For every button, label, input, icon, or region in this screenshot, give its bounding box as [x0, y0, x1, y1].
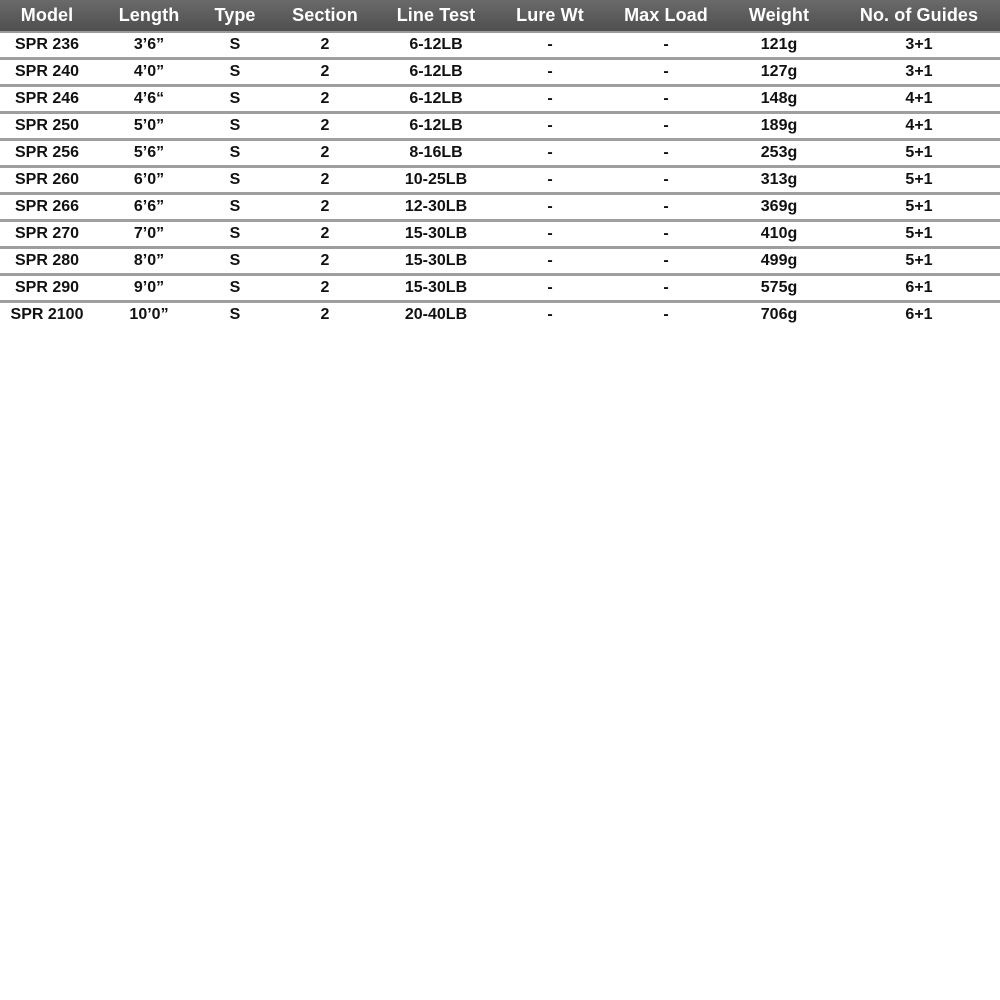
- table-header: [0, 0, 1000, 32]
- cell-type: S: [204, 248, 266, 275]
- table-row: [0, 59, 1000, 86]
- cell-max-load: -: [612, 32, 720, 59]
- cell-length: 10’0”: [94, 302, 204, 328]
- cell-type: S: [204, 275, 266, 302]
- cell-max-load: -: [612, 248, 720, 275]
- cell-model: SPR 260: [0, 167, 94, 194]
- cell-lure-wt: -: [488, 194, 612, 221]
- table-row: [0, 32, 1000, 59]
- rod-spec-table: [0, 0, 1000, 327]
- cell-guides: 4+1: [838, 86, 1000, 113]
- header-guides: No. of Guides: [838, 0, 1000, 32]
- cell-lure-wt: -: [488, 140, 612, 167]
- cell-model: SPR 250: [0, 113, 94, 140]
- cell-guides: 6+1: [838, 275, 1000, 302]
- cell-lure-wt: -: [488, 59, 612, 86]
- cell-guides: 5+1: [838, 167, 1000, 194]
- table-row: [0, 86, 1000, 113]
- cell-model: SPR 266: [0, 194, 94, 221]
- header-row: [0, 0, 1000, 32]
- cell-weight: 121g: [720, 32, 838, 59]
- cell-lure-wt: -: [488, 275, 612, 302]
- table-row: [0, 275, 1000, 302]
- cell-guides: 5+1: [838, 221, 1000, 248]
- cell-max-load: -: [612, 275, 720, 302]
- cell-model: SPR 240: [0, 59, 94, 86]
- cell-line-test: 15-30LB: [384, 221, 488, 248]
- cell-length: 6’6”: [94, 194, 204, 221]
- cell-type: S: [204, 32, 266, 59]
- cell-type: S: [204, 113, 266, 140]
- cell-guides: 5+1: [838, 248, 1000, 275]
- header-model: Model: [0, 0, 94, 32]
- cell-weight: 148g: [720, 86, 838, 113]
- cell-length: 5’0”: [94, 113, 204, 140]
- table-body: [0, 32, 1000, 327]
- cell-length: 7’0”: [94, 221, 204, 248]
- cell-model: SPR 246: [0, 86, 94, 113]
- table-row: [0, 140, 1000, 167]
- cell-line-test: 6-12LB: [384, 32, 488, 59]
- cell-lure-wt: -: [488, 221, 612, 248]
- cell-line-test: 6-12LB: [384, 86, 488, 113]
- cell-weight: 369g: [720, 194, 838, 221]
- cell-guides: 5+1: [838, 194, 1000, 221]
- cell-lure-wt: -: [488, 167, 612, 194]
- cell-weight: 410g: [720, 221, 838, 248]
- cell-lure-wt: -: [488, 302, 612, 328]
- cell-lure-wt: -: [488, 86, 612, 113]
- cell-line-test: 15-30LB: [384, 248, 488, 275]
- cell-max-load: -: [612, 59, 720, 86]
- cell-line-test: 15-30LB: [384, 275, 488, 302]
- cell-guides: 3+1: [838, 32, 1000, 59]
- cell-model: SPR 2100: [0, 302, 94, 328]
- table-row: [0, 113, 1000, 140]
- cell-section: 2: [266, 275, 384, 302]
- header-weight: Weight: [720, 0, 838, 32]
- cell-section: 2: [266, 167, 384, 194]
- cell-max-load: -: [612, 167, 720, 194]
- cell-section: 2: [266, 59, 384, 86]
- cell-line-test: 20-40LB: [384, 302, 488, 328]
- cell-max-load: -: [612, 194, 720, 221]
- table-row: [0, 194, 1000, 221]
- cell-section: 2: [266, 221, 384, 248]
- cell-type: S: [204, 140, 266, 167]
- cell-model: SPR 236: [0, 32, 94, 59]
- cell-type: S: [204, 86, 266, 113]
- cell-length: 9’0”: [94, 275, 204, 302]
- cell-lure-wt: -: [488, 113, 612, 140]
- cell-length: 4’0”: [94, 59, 204, 86]
- header-max-load: Max Load: [612, 0, 720, 32]
- cell-model: SPR 290: [0, 275, 94, 302]
- cell-guides: 5+1: [838, 140, 1000, 167]
- cell-max-load: -: [612, 113, 720, 140]
- cell-lure-wt: -: [488, 248, 612, 275]
- cell-type: S: [204, 302, 266, 328]
- cell-weight: 499g: [720, 248, 838, 275]
- cell-type: S: [204, 167, 266, 194]
- cell-weight: 127g: [720, 59, 838, 86]
- cell-section: 2: [266, 113, 384, 140]
- cell-length: 4’6“: [94, 86, 204, 113]
- cell-length: 8’0”: [94, 248, 204, 275]
- cell-section: 2: [266, 32, 384, 59]
- cell-section: 2: [266, 86, 384, 113]
- cell-line-test: 6-12LB: [384, 59, 488, 86]
- cell-guides: 3+1: [838, 59, 1000, 86]
- cell-max-load: -: [612, 86, 720, 113]
- cell-section: 2: [266, 140, 384, 167]
- header-section: Section: [266, 0, 384, 32]
- cell-model: SPR 270: [0, 221, 94, 248]
- cell-line-test: 8-16LB: [384, 140, 488, 167]
- table-row: [0, 248, 1000, 275]
- cell-max-load: -: [612, 221, 720, 248]
- cell-weight: 253g: [720, 140, 838, 167]
- cell-weight: 706g: [720, 302, 838, 328]
- cell-length: 6’0”: [94, 167, 204, 194]
- cell-line-test: 10-25LB: [384, 167, 488, 194]
- cell-section: 2: [266, 248, 384, 275]
- cell-guides: 6+1: [838, 302, 1000, 328]
- cell-type: S: [204, 221, 266, 248]
- header-lure-wt: Lure Wt: [488, 0, 612, 32]
- cell-section: 2: [266, 302, 384, 328]
- table-row: [0, 167, 1000, 194]
- cell-length: 3’6”: [94, 32, 204, 59]
- cell-line-test: 6-12LB: [384, 113, 488, 140]
- cell-type: S: [204, 59, 266, 86]
- cell-line-test: 12-30LB: [384, 194, 488, 221]
- cell-weight: 575g: [720, 275, 838, 302]
- table-row: [0, 302, 1000, 328]
- cell-model: SPR 256: [0, 140, 94, 167]
- header-line-test: Line Test: [384, 0, 488, 32]
- cell-length: 5’6”: [94, 140, 204, 167]
- cell-max-load: -: [612, 140, 720, 167]
- header-length: Length: [94, 0, 204, 32]
- cell-max-load: -: [612, 302, 720, 328]
- table-row: [0, 221, 1000, 248]
- cell-model: SPR 280: [0, 248, 94, 275]
- cell-guides: 4+1: [838, 113, 1000, 140]
- cell-weight: 313g: [720, 167, 838, 194]
- header-type: Type: [204, 0, 266, 32]
- cell-weight: 189g: [720, 113, 838, 140]
- cell-type: S: [204, 194, 266, 221]
- cell-lure-wt: -: [488, 32, 612, 59]
- cell-section: 2: [266, 194, 384, 221]
